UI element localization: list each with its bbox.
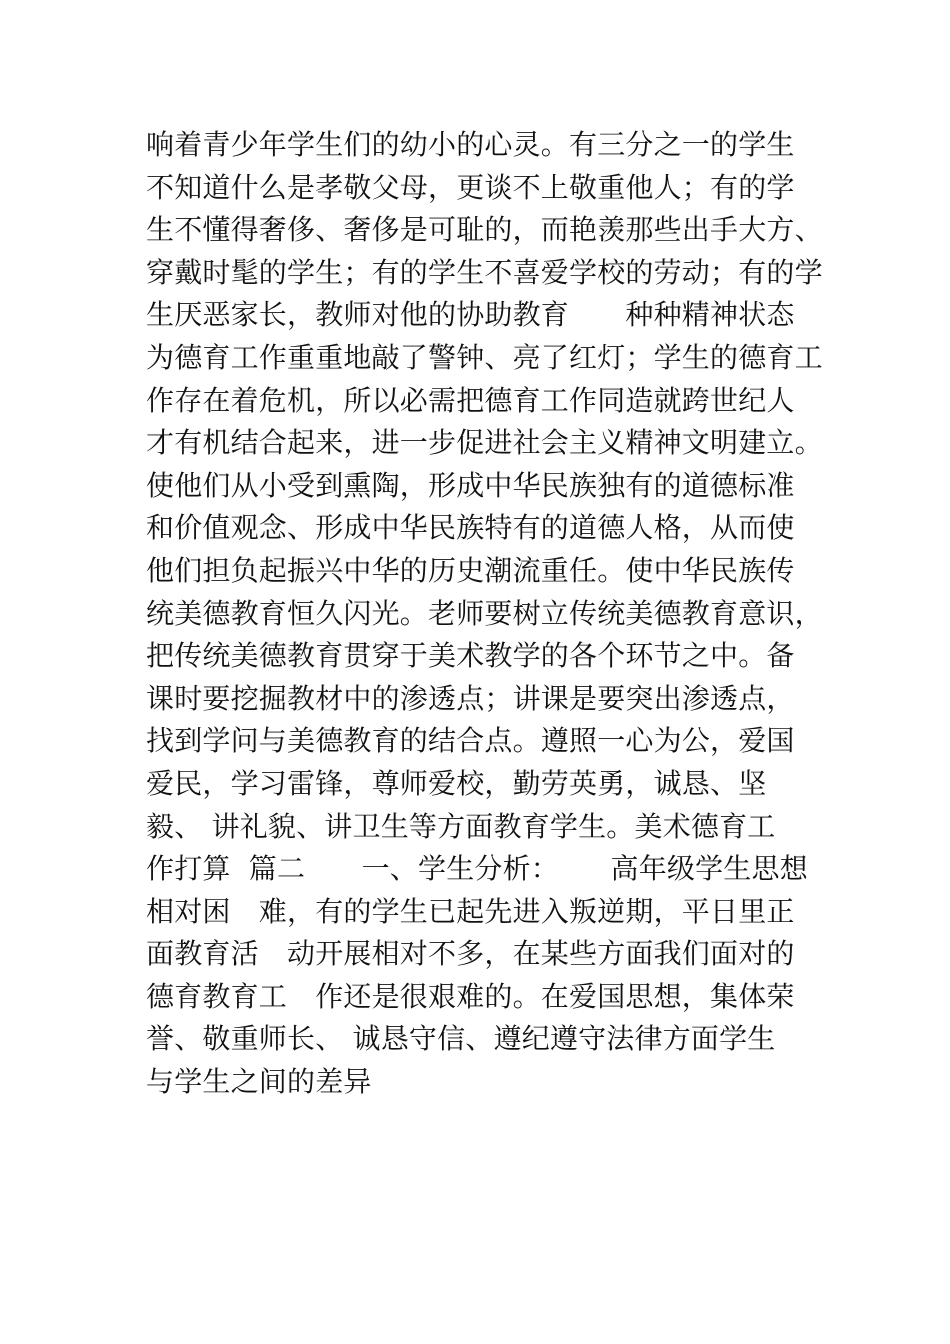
text-line: 生不懂得奢侈、奢侈是可耻的，而艳羡那些出手大方、	[146, 213, 823, 247]
text-line: 与学生之间的差异	[146, 1065, 372, 1099]
text-line: 响着青少年学生们的幼小的心灵。有三分之一的学生	[146, 128, 795, 161]
text-line: 穿戴时髦的学生；有的学生不喜爱学校的劳动；有的学	[146, 255, 823, 289]
text-line: 找到学问与美德教育的结合点。遵照一心为公，爱国	[146, 724, 795, 758]
text-line: 毅、 讲礼貌、讲卫生等方面教育学生。美术德育工	[146, 809, 776, 843]
text-line: 和价值观念、形成中华民族特有的道德人格，从而使	[146, 511, 795, 545]
text-line: 德育教育工 作还是很艰难的。在爱国思想，集体荣	[146, 979, 795, 1013]
text-line: 作打算 篇二 一、学生分析： 高年级学生思想	[146, 852, 808, 886]
text-line: 把传统美德教育贯穿于美术教学的各个环节之中。备	[146, 639, 795, 673]
text-line: 课时要挖掘教材中的渗透点；讲课是要突出渗透点，	[146, 681, 795, 715]
text-line: 爱民，学习雷锋，尊师爱校，勤劳英勇，诚恳、坚	[146, 766, 767, 800]
text-line: 不知道什么是孝敬父母，更谈不上敬重他人；有的学	[146, 170, 795, 204]
text-line: 生厌恶家长，教师对他的协助教育 种种精神状态	[146, 298, 795, 332]
text-line: 才有机结合起来，进一步促进社会主义精神文明建立。	[146, 426, 823, 460]
text-line: 统美德教育恒久闪光。老师要树立传统美德教育意识，	[146, 596, 823, 630]
text-line: 相对困 难，有的学生已起先进入叛逆期，平日里正	[146, 894, 795, 928]
text-line: 誉、敬重师长、 诚恳守信、遵纪遵守法律方面学生	[146, 1022, 776, 1056]
text-line: 他们担负起振兴中华的历史潮流重任。使中华民族传	[146, 553, 795, 587]
text-line: 为德育工作重重地敲了警钟、亮了红灯；学生的德育工	[146, 340, 823, 374]
text-line: 使他们从小受到熏陶，形成中华民族独有的道德标准	[146, 468, 795, 502]
text-line: 作存在着危机，所以必需把德育工作同造就跨世纪人	[146, 383, 795, 417]
text-line: 面教育活 动开展相对不多，在某些方面我们面对的	[146, 937, 795, 971]
body-text	[146, 124, 836, 1104]
